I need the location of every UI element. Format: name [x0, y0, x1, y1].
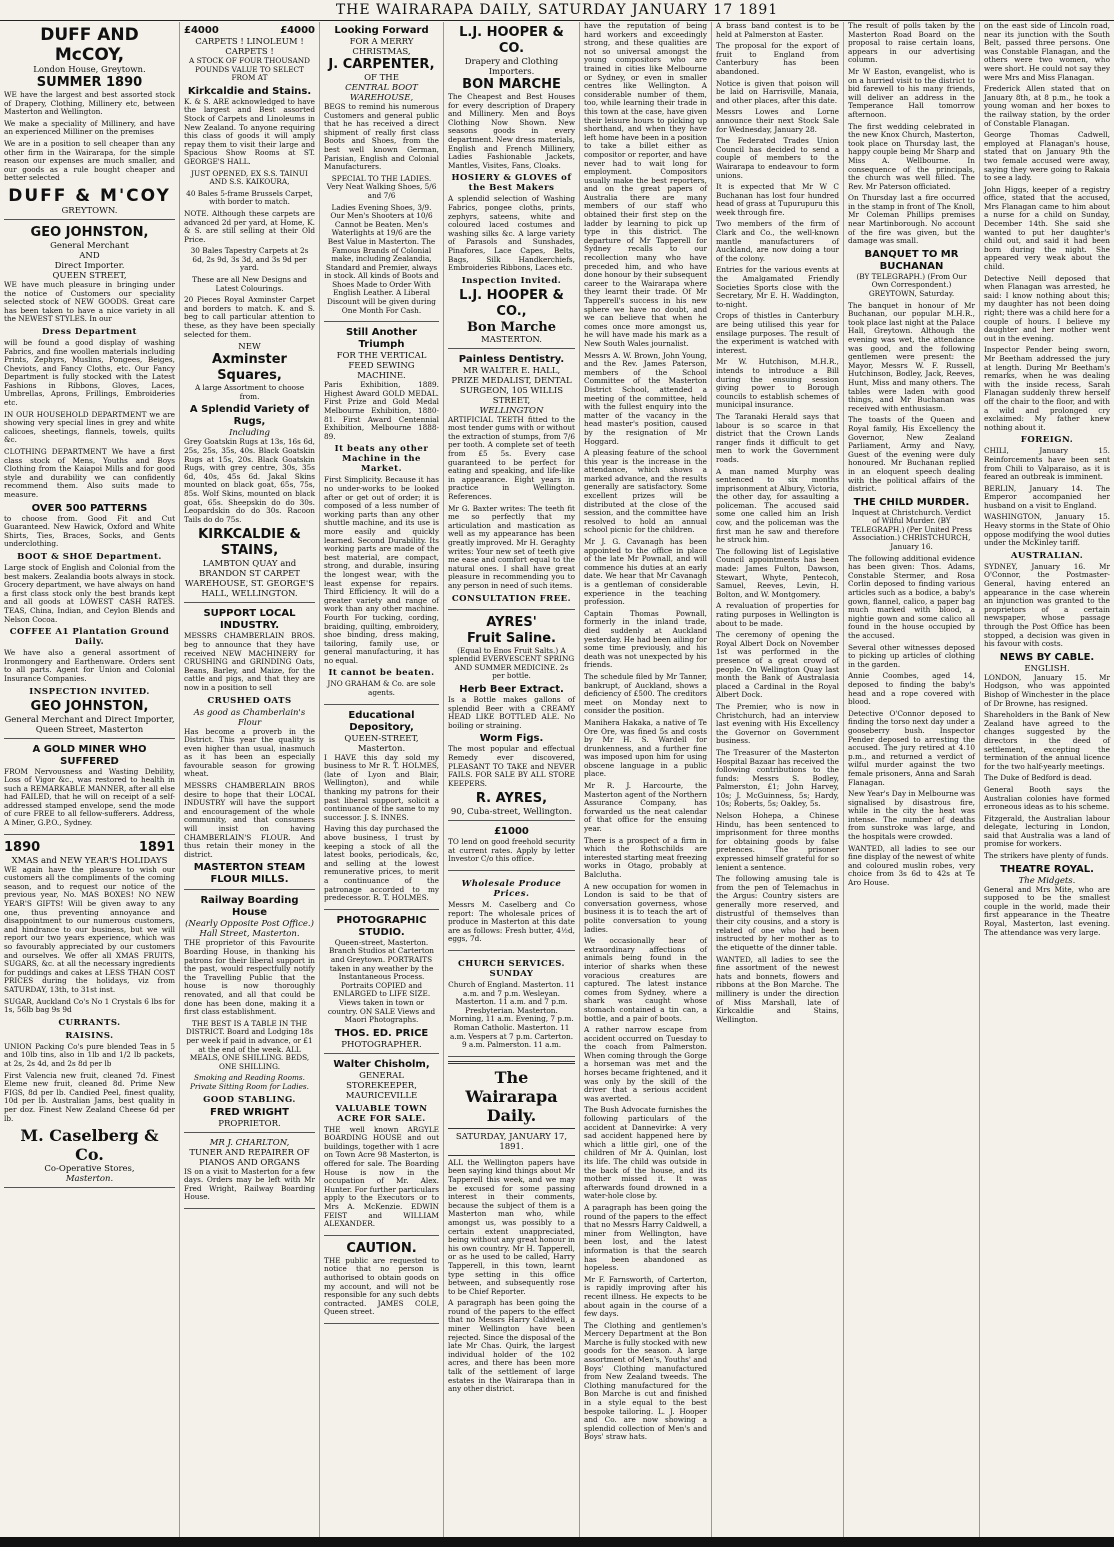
ad-subtitle: CENTRAL BOOT WAREHOUSE,	[345, 83, 418, 103]
article-paragraph: The banquet in honour of Mr Buchanan, our popular M.H.R., took place last night at the Palace Hall, Greytown. Although the evening was wet, the attendance was good, and the following gentlemen were present: the Mayor, Messrs W. F. Russell, Hutchinson, Bodley, Jack, Reeves, Hunt, Miss and many others. The tables were laden with good things, and Mr Buchanan was received with enthusiasm.	[848, 300, 975, 413]
article-paragraph: A new occupation for women in London is said to be that of conversation governess, whose business it is to teach the art of polite conversation to young ladies.	[584, 881, 707, 934]
article-paragraph: Notice is given that poison will be laid on Harrisville, Manaia, and other places, after this date.	[716, 78, 839, 105]
ad-chamberlain	[184, 605, 315, 890]
ad-subtitle: Including	[229, 428, 270, 439]
article-paragraph: Mr J. G. Cavanagh has been appointed to the office in place of the late Mr Pownall, and will commence his duties at an early date. We hear that Mr Cavanagh is a gentleman of considerable experience in the teaching profession.	[584, 537, 707, 607]
article-paragraph: The Federated Trades Union Council has decided to send a couple of members to the Wairarapa to endeavour to form unions.	[716, 136, 839, 180]
article-paragraph: The result of polls taken by the Masterton Road Board on the proposal to raise certain loans, appears in our advertising column.	[848, 22, 975, 65]
article-paragraph: Mr W. Hutchison, M.H.R., intends to introduce a Bill during the ensuing session giving power to Borough councils to establish schemes of municipal insurance.	[716, 357, 839, 410]
ad-footer: R. AYRES,	[475, 791, 548, 807]
section-heading: RAISINS.	[65, 1030, 114, 1041]
article-dateline: Inquest at Christchurch. Verdict of Wilful Murder. (BY TELEGRAPH.) (Per United Press Association.) CHRISTCHURCH, January 16.	[851, 507, 972, 552]
section-heading: Dress Department	[42, 326, 137, 337]
article-paragraph: Fitzgerald, the Australian labour delegate, lecturing in London, said that Australia was a land of promise for workers.	[984, 813, 1110, 849]
ad-town: Masterton.	[65, 1174, 114, 1185]
ad-town: MASTERTON.	[480, 334, 543, 345]
ad-title: SUPPORT LOCAL INDUSTRY.	[203, 608, 296, 632]
article-paragraph: LONDON, January 15. Mr Hodgson, who was appointed Bishop of Winchester in the place of Dr Browne, has resigned.	[984, 672, 1110, 708]
article-paragraph: Manihera Hakaka, a native of Te Ore Ore, was fined 5s and costs by Mr H. S. Wardell for drunkenness, and a further fine was imposed upon him for using obscene language in a public place.	[584, 717, 707, 779]
article-paragraph: A rather narrow escape from accident occurred on Tuesday to the coach from Palmerston. When coming through the Gorge a horseman was met and the horses became frightened, and it was only by the skill of the driver that a serious accident was averted.	[584, 1025, 707, 1103]
ad-caselberg	[4, 837, 175, 1188]
article-paragraph: Detective Neill deposed that when Flanagan was arrested, he said: I know nothing about this; my daughter has not been doing right; there was a child here for a couple of hours. I believe my daughter and her mother went out in the evening.	[984, 273, 1110, 343]
ad-subtitle: Direct Importer.	[54, 260, 125, 271]
ad-subtitle: PRIZE MEDALIST, DENTAL SURGEON, 105 WILLIS STREET,	[451, 375, 572, 406]
ad-footer: GEO JOHNSTON,	[30, 698, 149, 714]
ad-footer: Bon Marche	[467, 319, 556, 335]
ad-body: Grey Goatskin Rugs at 13s, 16s 6d, 25s, 25s, 35s, 40s. Black Goatskin Rugs at 15s, 20s. Black Goatskin Rugs, with grey centre, 30s, 35s 6d, 40s, 45s 6d. Jakal Skins mounted on black goat, 65s, 75s, 85s. Wolf Skins, mounted on black goat, 65s. Sheepskin do do 30s. Leopardskin do do 30s. Racoon Tails do do 75s.	[184, 437, 315, 524]
ad-subtitle: LAMBTON QUAY and BRANDON ST CARPET WAREHOUSE, ST. GEORGE'S HALL, WELLINGTON.	[184, 559, 315, 600]
section-heading: It beats any other Machine in the Market.	[334, 444, 429, 475]
ad-body: A splendid selection of Washing Fabrics, pongee cloths, prints, zephyrs, sateens, white and coloured laced costumes and washing silks &c. A large variety of Parasols and Sunshades, Pinafores, Lace Capes, Belts, Bags, Silk Handkerchiefs, Embroideries Ribbons, Laces etc.	[448, 194, 575, 273]
ad-footer: KIRKCALDIE & STAINS,	[198, 527, 301, 559]
ad-body: MESSRS CHAMBERLAIN BROS desire to hope that their LOCAL INDUSTRY will have the support and encouragement of the whole community, and that consumers will insist on having CHAMBERLAIN'S FLOUR. And thus retain their money in the district.	[184, 781, 315, 859]
article-paragraph: Entries for the various events at the Amalgamated Friendly Societies Sports close with the Secretary, Mr E. H. Waddington, to-night.	[716, 265, 839, 309]
article-paragraph: Mr R. J. Harcourte, the Masterton agent of the Northern Assurance Company, has forwarded us the neat calendar of that office for the ensuing year.	[584, 781, 707, 834]
section-heading: Wholesale Produce Prices.	[461, 879, 562, 900]
ad-body: IS on a visit to Masterton for a few days. Orders may be left with Mr Fred Wright, Railway Boarding House.	[184, 1166, 315, 1202]
article-heading: THE CHILD MURDER.	[853, 496, 970, 508]
article-paragraph: There is a prospect of a firm in which the Rothschilds are interested starting meat freezing works in Otago, probably at Balclutha.	[584, 835, 707, 879]
ad-title: Educational Depository,	[348, 709, 415, 733]
church-services	[448, 953, 575, 1057]
ad-body: We make a speciality of Millinery, and have an experienced Milliner on the premises	[4, 118, 175, 137]
ad-season: SUMMER 1890	[36, 75, 143, 90]
ad-subtitle: London House, Greytown.	[33, 65, 146, 75]
ad-hooper	[448, 22, 575, 349]
article-paragraph: Two members of the firm of Clark and Co., the well-known mantle manufacturers of Auckland, are now doing a tour of the colony.	[716, 219, 839, 263]
ad-body: A large Assortment to choose from.	[194, 383, 305, 401]
ad-educational-depository	[324, 707, 439, 910]
ad-body: Having this day purchased the above business, I trust by keeping a stock of all the latest books, periodicals, &c, and selling at the lowest remunerative prices, to merit a continuance of the patronage accorded to my predecessor. R. T. HOLMES.	[324, 824, 439, 903]
article-paragraph: The Taranaki Herald says that labour is so scarce in that district that the Crown Lands ranger finds it difficult to get men to work the Government roads.	[716, 411, 839, 464]
page-bottom-edge	[0, 1537, 1114, 1547]
section-heading: Inspection Invited.	[461, 275, 562, 286]
column-8	[980, 22, 1114, 1537]
column-1	[0, 22, 180, 1537]
article-paragraph: Inspector Pender being sworn, Mr Beetham addressed the jury at length. During Mr Beetham's remarks, when he was dealing with the inside recess, Sarah Flanagan suddenly threw herself off the chair to the floor, and with a wild and prolonged cry exclaimed: My father knew nothing about it.	[984, 345, 1110, 432]
ad-body: I HAVE this day sold my business to Mr R. T. HOLMES, (late of Lyon and Blair, Wellington), and while thanking my patrons for their past liberal support, solicit a continuance of the same to my successor. J. S. INNES.	[324, 752, 439, 822]
ad-body: A STOCK OF FOUR THOUSAND POUNDS VALUE TO SELECT FROM AT	[188, 56, 311, 83]
ad-town: WELLINGTON	[479, 405, 544, 416]
article-paragraph: The first wedding celebrated in the new Knox Church, Masterton, took place on Thursday last, the happy couple being Mr Sharp and Miss A. Wellbourne. In consequence of the principals, the church was well filled. The Rev. Mr Paterson officiated.	[848, 121, 975, 191]
ad-body: WE again have the pleasure to wish our customers all the compliments of the coming season, and to request our notice of the previous year, No. MAS BOXES! NO NEW YEAR'S GIFTS! Will be given away to any one, thus preventing annoyance and disappointment to our numerous customers, and hindrance to our business, but we will report our two years experience, which was so favourably appreciated by our customers and ourselves. We offer all XMAS FRUITS, SUGARS, &c. at all the necessary ingredients for puddings and cakes at LESS THAN COST PRICES during the holidays, viz from SATURDAY, 13th, to 31st inst.	[4, 864, 175, 994]
article-paragraph: on the east side of Lincoln road, near its junction with the South Belt, passed three persons. One was Constable Flanagan, and the others were two women, who were short. He could not say they were Mrs and Miss Flanagan.	[984, 22, 1110, 82]
ad-body: CLOTHING DEPARTMENT We have a first class stock of Mens, Youths and Boys Clothing from the Kaiapoi Mills and for good style and durability we can confidently recommend them. Also suits made to measure.	[4, 447, 175, 499]
ad-body: SPECIAL TO THE LADIES. Very Neat Walking Shoes, 5/6 and 7/6	[326, 173, 437, 200]
article-heading: THEATRE ROYAL.	[1000, 863, 1094, 875]
article-paragraph: Nelson Hohepa, a Chinese Hindu, has been sentenced to imprisonment for three months for obtaining goods by false pretences. The prisoner expressed himself grateful for so lenient a sentence.	[716, 811, 839, 872]
ad-body: WE have the largest and best assorted stock of Drapery, Clothing, Millinery etc, between Masterton and Wellington.	[4, 90, 175, 117]
column-7	[844, 22, 980, 1537]
editorial	[448, 1061, 575, 1394]
column-4	[444, 22, 580, 1537]
ad-body: Is a Bottle makes gallons of splendid Beer with a CREAMY HEAD LIKE BOTTLED ALE. No boiling or straining.	[448, 694, 575, 730]
ad-title: DUFF AND McCOY,	[40, 25, 139, 65]
article-paragraph: SYDNEY, January 16. Mr O'Connor, the Postmaster-General, having entered an appearance in the case wherein an injunction was granted to the proprietors of a certain newspaper, whose passage through the Post Office has been stopped, a decision was given in his favour with costs.	[984, 561, 1110, 649]
ad-title: L.J. HOOPER & CO.	[459, 25, 564, 56]
ad-body: We are in a position to sell cheaper than any other firm in the Wairarapa, for the simple reason our expenses are much smaller, and our goods as a rule bought cheaper and better selected	[4, 138, 175, 183]
article-subheading: The Midgets.	[1018, 875, 1076, 886]
article-heading: FOREIGN.	[1020, 435, 1074, 446]
article-paragraph: Annie Coombes, aged 14, deposed to finding the baby's head and a rope covered with blood.	[848, 671, 975, 707]
article-paragraph: The Bush Advocate furnishes the following particulars of the accident at Dannevirke: A very sad accident happened here by which a little girl, one of the children of Mr A. Quinlan, lost its life. The child was outside in the back of the house, and its mother missed it. It was afterwards found drowned in a water-hole close by.	[584, 1105, 707, 1201]
ad-body: First Simplicity. Because it has no under-works to be looked after or get out of order; it is composed of a less number of working parts than any other shuttle machine, and its use is more easily and quickly learned. Second Durability. Its working parts are made of the best material, are compact, strong, and durable, insuring the longest wear, with the least expense for repairs. Third Efficiency. It will do a greater variety and range of work than any other machine. Fourth For tucking, cording, braiding, quilting, embroidery, shoe binding, dress making, tailoring, family use, or general manufacturing, it has no equal.	[324, 475, 439, 665]
ad-title: CAUTION.	[346, 1240, 417, 1256]
ad-title: Railway Boarding House	[200, 895, 299, 919]
ad-patterns: OVER 500 PATTERNS	[31, 502, 148, 514]
article-paragraph: The Treasurer of the Masterton Hospital Bazaar has received the following contributions to the funds: Messrs S. Bodley, Palmerston, £1; John Harvey, 10s; J. McGuinness, 5s; Hardy, 10s; Roberts, 5s; Oakley, 5s.	[716, 747, 839, 809]
ad-subtitle: NEW	[238, 342, 261, 353]
ad-footer: DUFF & M'COY	[8, 185, 171, 206]
price-right: £4000	[280, 25, 315, 36]
ad-title: A Splendid Variety of Rugs,	[189, 404, 310, 428]
ad-body: SUGAR, Auckland Co's No 1 Crystals 6 lbs for 1s, 56lb bag 9s 9d	[4, 996, 175, 1015]
article-heading: BANQUET TO MR BUCHANAN	[864, 248, 959, 272]
ad-name: MR WALTER E. HALL,	[462, 365, 561, 376]
ad-body: JUST OPENED, EX S.S. TAINUI AND S.S. KAIKOURA,	[191, 168, 308, 187]
ad-carpenter	[324, 22, 439, 322]
ad-title: GEO JOHNSTON,	[30, 224, 149, 240]
article-body: Church of England. Masterton. 11 a.m. and 7 p.m. Wesleyan. Masterton. 11 a.m. and 7 p.m. Presbyterian. Masterton. Morning, 11 a.m. Evening, 7 p.m. Roman Catholic. Masterton. 11 a.m. Vespers at 7 p.m. Carterton. 9 a.m. Palmerston. 11 a.m.	[448, 980, 575, 1050]
article-paragraph: Several other witnesses deposed to picking up articles of clothing in the garden.	[848, 642, 975, 669]
ad-kirkcaldie-carpets	[184, 22, 315, 603]
ad-body: 40 Bales 5-frame Brussels Carpet, with border to match.	[186, 188, 313, 207]
article-paragraph: Mr F. Farnsworth, of Carterton, is rapidly improving after his recent illness. He expects to be about again in the course of a few days.	[584, 1274, 707, 1319]
ad-subtitle: AND	[79, 250, 100, 261]
column-3	[320, 22, 444, 1537]
ad-worm: Worm Figs.	[479, 733, 544, 745]
ad-subtitle: OF THE	[364, 73, 399, 83]
column-2	[180, 22, 320, 1537]
article-paragraph: General and Mrs Mite, who are supposed to be the smallest couple in the world, made their first appearance in the Theatre Royal, Masterton, last evening. The attendance was very large.	[984, 884, 1110, 937]
article-paragraph: New Year's Day in Melbourne was signalised by disastrous fire, while in the city the heat was intense. The number of deaths from sunstroke was large, and the hospitals were crowded.	[848, 789, 975, 842]
ad-body: Paris Exhibition, 1889. Highest Award GOLD MEDAL. First Prize and Gold Medal Melbourne Exhibition, 1880-81. First Award Centennial Exhibition, Melbourne 1888-89.	[324, 380, 439, 441]
article-paragraph: John Higgs, keeper of a registry office, stated that the accused, Mrs Flanagan came to him about a nurse for a child on Sunday, December 14th. She said she wanted to put her daughter's child out, and said it had been born during the night. She appeared very weak about the child.	[984, 184, 1110, 272]
section-heading: VALUABLE TOWN ACRE FOR SALE.	[335, 1103, 428, 1124]
section-heading: CRUSHED OATS	[207, 695, 292, 706]
ad-railway-boarding	[184, 892, 315, 1132]
ad-herb: Herb Beer Extract.	[459, 683, 564, 695]
ad-body: Large stock of English and Colonial from the best makers. Zealandia boots always in stock. Grocery department, we have always on hand a first class stock only the best brands kept and all goods at LOWEST CASH RATES. TEAS, China, Indian, and Ceylon Blends and Nelson Cocoa.	[4, 562, 175, 624]
article-paragraph: Mr W Easton, evangelist, who is on a hurried visit to the district to bid farewell to his many friends, will deliver an address in the Temperance Hall tomorrow afternoon.	[848, 66, 975, 119]
produce-prices	[448, 873, 575, 951]
ad-subtitle: Drapery and Clothing Importers.	[464, 57, 559, 77]
ad-title: Looking Forward	[334, 25, 429, 36]
article-paragraph: Messrs Lowes and Lorne announce their next Stock Sale for Wednesday, January 28.	[716, 107, 839, 134]
editorial-date: SATURDAY, JANUARY 17, 1891.	[455, 1131, 568, 1152]
article-paragraph: General Booth says the Australian colonies have formed erroneous ideas as to his scheme.	[984, 784, 1110, 812]
ad-body: (Equal to Enos Fruit Salts.) A splendid EVERVESCENT SPRING AND SUMMER MEDICINE. 2s per bottle.	[448, 645, 575, 681]
article-body: A paragraph has been going the round of the papers to the effect that no Messrs Harry Caldwell, a miner Wellington have been rejected. Since the disposal of the late Mr Chas. Quirk, the largest individual holder of the 102 acres, and there has been more talk of the settlement of large estates in the Wairarapa than in any other district.	[448, 1298, 575, 1394]
ad-subtitle: Fruit Saline.	[467, 630, 556, 646]
ad-subtitle: General Merchant and Direct Importer,	[4, 714, 175, 725]
ad-body: THE BEST IS A TABLE IN THE DISTRICT. Board and Lodging 18s per week if paid in advance, or £1 at the end of the week. ALL MEALS, ONE SHILLING. BEDS, ONE SHILLING.	[185, 1018, 314, 1071]
article-paragraph: The Premier, who is now in Christchurch, had an interview last evening with His Excellency the Governor on Government business.	[716, 701, 839, 746]
ad-chisholm	[324, 1056, 439, 1236]
ad-street: Queen Street, Masterton	[35, 724, 144, 735]
ad-body: TO lend on good freehold security at current rates. Apply by letter Investor C/o this office.	[448, 837, 575, 864]
ad-body: 30 Bales Tapestry Carpets at 2s 6d, 2s 9d, 3s 3d, and 3s 9d per yard.	[190, 246, 309, 273]
column-6	[712, 22, 844, 1537]
ad-title: A GOLD MINER WHO SUFFERED	[32, 743, 147, 767]
ad-title: PHOTOGRAPHIC STUDIO.	[336, 914, 427, 938]
ad-body: THE proprietor of this Favourite Boarding House, in thanking his patrons for their liberal support in the past, would respectfully notify the Travelling Public that the house is now thoroughly renovated, and all that could be done has been done, making it a first class establishment.	[184, 938, 315, 1017]
ad-title: AYRES'	[486, 614, 537, 630]
article-paragraph: have the reputation of being hard workers and exceedingly strong, and these qualities are not so universal amongst the young compositors who are trained in cities like Melbourne or Sydney, or even in smaller centres like Wellington. A considerable number of them, too, while learning their trade in this town at the case, have given their leisure hours to picking up shorthand, and when they have left home have been in a position to take a billet either as compositor or reporter, and have never had to wait long for employment. Compositors usually make the best reporters, and on the great papers of Australia there are many members of our staff who obtained their first step on the ladder by learning to pick up type in this district. The departure of Mr Tapperell for Sydney recalls to our recollection many who have preceded him, and who have done honour by their subsequent career to the Wairarapa where they learnt their trade. Of Mr Tapperell's success in his new sphere we have no doubt, and we can believe that when he comes once more amongst us, he will have made his mark as a New South Wales journalist.	[584, 22, 707, 348]
article-paragraph: WASHINGTON, January 15. Heavy storms in the State of Ohio oppose modifying the wool duties under the McKinley tariff.	[984, 512, 1110, 548]
article-paragraph: The following list of Legislative Council appointments has been made: James Fulton, Dawson, Stewart, Whyte, Pentecoh, Samuel, Reeves, Levin, H. Bolton, and W. Montgomery.	[716, 546, 839, 599]
ad-title: £1000	[494, 826, 529, 838]
ad-footer: M. Caselberg & Co.	[20, 1126, 159, 1165]
ad-body: Has become a proverb in the District. This year the quality is even higher than usual, inasmuch as it has been an especially favourable season for growing wheat.	[184, 726, 315, 779]
article-paragraph: A man named Murphy was sentenced to six months imprisonment at Albury, Victoria, the other day, for assaulting a policeman. The accused said some one called him an Irish cow, and the policeman was the first man he saw and therefore he struck him.	[716, 466, 840, 545]
article-heading: NEWS BY CABLE.	[999, 651, 1095, 663]
ad-body: K. & S. ARE acknowledged to have the largest and Best assorted Stock of Carpets and Linoleums in New Zealand. To anyone requiring this class of goods it will amply repay them to visit their large and Spacious Show Rooms at ST. GEORGE'S HALL.	[184, 96, 315, 166]
column-5	[580, 22, 712, 1537]
ad-dentistry	[448, 351, 575, 610]
article-paragraph: BERLIN, January 14. The Emperor accompanied her husband on a visit to England.	[984, 483, 1110, 510]
ad-subtitle: CARPETS ! LINOLEUM ! CARPETS !	[195, 37, 304, 57]
ad-body: We have also a general assortment of Ironmongery and Earthenware. Orders sent to all parts. Agent for Union and Colonial Insurance Companies.	[4, 648, 175, 683]
article-paragraph: The following additional evidence has been given: Thos. Adams, Constable Stermer, and Rosa Corlin deposed to finding various articles such as a bodice, a baby's gown, flannel, calico, a paper bag much marked with blood, a nightie gown and some calico all found in the house occupied by the accused.	[848, 553, 975, 640]
ad-street: QUEEN STREET,	[52, 270, 127, 281]
ad-body: First Valencia new fruit, cleaned 7d. Finest Eleme new fruit, cleaned 8d. Prime New FIGS, 8d per lb. Candied Peel, finest quality, 10d per lb. Australian Jams, best quality in per doz. Finest New Zealand Cheese 6d per lb.	[4, 1070, 175, 1123]
ad-body: BEGS to remind his numerous Customers and general public that he has received a direct shipment of really first class Boots and Shoes, from the best well known German, Parisian, English and Colonial Manufacturers.	[324, 102, 439, 172]
ad-body: 20 Pieces Royal Axminster Carpet and borders to match. K. and S. beg to call particular attention to these, as they have been specially selected for them.	[184, 295, 315, 339]
ad-body: UNION Packing Co's pure blended Teas in 5 and 10lb tins, also in 1lb and 1/2 lb packets, at 2s, 2s 4d, and 2s 8d per lb	[4, 1041, 175, 1068]
ad-subtitle: FOR THE VERTICAL FEED SEWING MACHINE.	[336, 351, 427, 382]
article-paragraph: The Duke of Bedford is dead.	[984, 773, 1092, 783]
article-paragraph: We occasionally hear of extraordinary affections of animals being found in the interior of sharks when these voracious creatures are captured. The latest instance comes from Sydney, where a shark was caught whose stomach contained a tin can, a bottle, and a pair of boots.	[584, 936, 707, 1023]
ad-footer: L.J. HOOPER & CO.,	[459, 287, 564, 319]
year-left: 1890	[4, 839, 41, 855]
ad-quote: As good as Chamberlain's Flour	[193, 707, 306, 728]
ad-title: Kirkcaldie and Stains.	[187, 85, 312, 97]
article-paragraph: A pleasing feature of the school this year is the increase in the attendance, which shows a marked advance, and the results generally are satisfactory. Some excellent prizes will be distributed at the close of the session, and the committee have resolved to hold an annual school picnic for the children.	[584, 448, 707, 535]
ad-footer: MASTERTON STEAM FLOUR MILLS.	[193, 862, 306, 886]
ad-name: J. CARPENTER,	[328, 57, 435, 72]
ad-body: THE well known ARGYLE BOARDING HOUSE and out buildings, together with 1 acre on Town Acre 98 Masterton, is offered for sale. The Boarding House is now in the occupation of Mr. Alex. Hunter. For further particulars apply to the Executors or to Mrs A. McKenzie. EDWIN FEIST and WILLIAM ALEXANDER.	[324, 1124, 439, 1229]
article-paragraph: Shareholders in the Bank of New Zealand have agreed to the changes suggested by the directors in the deed of settlement, excepting the termination of the annual licence for the two half-yearly meetings.	[984, 710, 1110, 771]
price-row	[184, 25, 315, 37]
ad-town: GREYTOWN.	[61, 205, 118, 216]
article-paragraph: WANTED, all ladies to see our fine display of the newest of white and coloured muslin robes, very choice from 3s 6d to 42s at Te Aro House.	[848, 843, 975, 888]
ad-subtitle: QUEEN-STREET, Masterton.	[344, 733, 419, 754]
article-paragraph: A brass band contest is to be held at Palmerston at Easter.	[716, 22, 839, 39]
section-heading: HOSIERY & GLOVES of the Best Makers	[451, 173, 572, 194]
ad-caution	[324, 1238, 439, 1324]
ad-subtitle: (Nearly Opposite Post Office.) Hall Street, Masterton.	[185, 919, 314, 940]
ad-geo-johnston	[4, 222, 175, 739]
article-paragraph: The strikers have plenty of funds.	[984, 851, 1109, 861]
section-heading: BOOT & SHOE Department.	[17, 551, 162, 562]
ad-ayres	[448, 612, 575, 822]
ad-loan	[448, 823, 575, 871]
article-paragraph: The proposal for the export of fruit to England from Canterbury has been abandoned.	[716, 41, 839, 76]
article-paragraph: Messrs A. W. Brown, John Young, and the Rev. James Paterson, members of the School Committee of the Masterton District School, attended a meeting of the committee, held with the fullest enquiry into the matter of the vacancy in the head master's position, caused by the resignation of Mr Hoggard.	[584, 350, 707, 446]
article-paragraph: The Clothing and gentlemen's Mercery Department at the Bon Marche is fully stocked with new goods for the season. A large assortment of Men's, Youths' and Boys' Clothing manufactured from New Zealand tweeds. The Clothing manufactured for the Bon Marche is cut and finished in a style equal to the best bespoke tailoring. L. J. Hooper and Co. are now showing a splendid collection of Men's and Boys' straw hats.	[584, 1320, 707, 1442]
ad-body: Queen-street, Masterton. Branch Studios at Carterton and Greytown. PORTRAITS taken in any weather by the Instantaneous Process. Portraits COPIED and ENLARGED to LIFE SIZE. Views taken in town or country. ON SALE Views and Maori Photographs.	[327, 937, 436, 1025]
ad-body: will be found a good display of washing Fabrics, and fine woollen materials including Prints, Zephyrs, Muslins, Pongees, Beiges, Cheviots, and Fancy Cloths, etc. Our Fancy Department is fully stocked with the Latest Fashions in Ribbons, Gloves, Laces, Umbrellas, Aprons, Frillings, Embroideries etc.	[4, 337, 175, 408]
ad-duff-mccoy	[4, 22, 175, 220]
ad-subtitle: PHOTOGRAPHER.	[341, 1039, 422, 1050]
article-subheading: ENGLISH.	[1024, 663, 1070, 674]
ad-gold-miner	[4, 741, 175, 835]
section-heading: INSPECTION INVITED.	[29, 686, 150, 697]
ad-body: to choose from. Good Fit and Cut Guaranteed. New Hawick, Oxford and White Shirts, Ties, Braces, Socks, and Gents underclothing.	[4, 513, 175, 549]
article-paragraph: The ceremony of opening the Royal Albert Dock on November 1st was performed in the presence of a great crowd of people. On Wellington Quay last month the Bank of Australasia placed a Cardinal in the Royal Albert Dock.	[716, 630, 839, 700]
article-paragraph: George Thomas Cadwell, employed at Flanagan's house, stated that on January 9th the two female accused were away, saying they were going to Rakaia to see a lady.	[984, 130, 1110, 183]
ad-body: The Cheapest and Best Houses for every description of Drapery and Millinery. Men and Boys Clothing Now Shown. New seasons goods in every department. New dress materials, English and French Millinery, Ladies Fashionable Jackets, Mantles, Visites, Fans, Cloaks.	[448, 92, 575, 170]
article-paragraph: The toasts of the Queen and Royal family, His Excellency the Governor, New Zealand Parliament, Army and Navy, Guest of the evening were duly honoured. Mr Buchanan replied in an eloquent speech dealing with the political affairs of the district.	[848, 415, 975, 494]
ad-body: Ladies Evening Shoes, 3/9. Our Men's Shooters at 10/6 Cannot be Beaten. Men's Waterlights at 19/6 are the Best Value in Masterton. The Famous Brands of Colonial make, including Zealandia, Standard and Premier, always in stock. All kinds of Boots and Shoes Made to Order With English Leather. A Liberal Discount will be given during One Month For Cash.	[324, 202, 439, 315]
article-paragraph: A revaluation of properties for rating purposes in Wellington is about to be made.	[716, 601, 839, 628]
article-paragraph: Crops of thistles in Canterbury are being utilised this year for ensilage purposes. The result of the experiment is watched with interest.	[716, 311, 839, 355]
ad-subtitle: PROPRIETOR.	[218, 1118, 281, 1129]
ad-body: The most popular and effectual Remedy ever discovered, PLEASANT TO TAKE and NEVER FAILS. FOR SALE BY ALL STORE KEEPERS.	[448, 744, 575, 788]
ad-title: Axminster Squares,	[212, 352, 287, 384]
section-heading: It cannot be beaten.	[328, 668, 435, 679]
article-paragraph: Detective O'Connor deposed to finding the torso next day under a gooseberry bush. Inspector Pender deposed to arresting the accused. The jury retired at 4.10 p.m., and returned a verdict of wilful murder against the two female prisoners, Anna and Sarah Flanagan.	[848, 708, 975, 787]
ad-body: FROM Nervousness and Wasting Debility, Loss of Vigor &c., was restored to health in such a REMARKABLE MANNER, after all else had FAILED, that he will on receipt of a self-addressed stamped envelope, send the mode of cure FREE to all fellow-sufferers. Address, A Miner, G.P.O., Sydney.	[4, 766, 175, 828]
ad-body: NOTE. Although these carpets are advanced 2d per yard, at Home, K. & S. are still selling at their Old Price.	[184, 208, 315, 244]
ad-body: JNO GRAHAM & Co. are sole agents.	[327, 679, 436, 698]
article-paragraph: The schedule filed by Mr Tanner, bankrupt, of Auckland, shows a deficiency of £500. The creditors meet on Monday next to consider the position.	[584, 671, 707, 716]
section-heading: CHURCH SERVICES. SUNDAY	[457, 959, 566, 980]
ad-title: Painless Dentistry.	[458, 353, 565, 365]
ad-body: These are all New Designs and Latest Colourings.	[192, 275, 307, 293]
ad-address: 90, Cuba-street, Wellington.	[450, 807, 573, 818]
article-paragraph: Frederick Allen stated that on January 8th, at 8 p.m., he took a young woman and her boxes to the railway station, by the order of Constable Flanagan.	[984, 84, 1110, 128]
newspaper-title: The Wairarapa Daily.	[465, 1067, 558, 1125]
ad-photographic	[324, 912, 439, 1054]
ad-subtitle: TUNER AND REPAIRER OF PIANOS AND ORGANS	[189, 1147, 310, 1168]
ad-subtitle: General Merchant	[50, 240, 129, 251]
ad-body: Smoking and Reading Rooms. Private Sitting Room for Ladies.	[190, 1073, 309, 1091]
ad-footer: FRED WRIGHT	[210, 1106, 289, 1118]
ad-body: WE have much pleasure in bringing under the notice of Customers our speciality selected stock of NEW GOODS. Great care has been taken to have a nice variety in all the NEWEST STYLES. In our	[4, 279, 175, 324]
ad-body: IN OUR HOUSEHOLD DEPARTMENT we are showing very special lines in grey and white calicoes, sheetings, flannels, towels, quilts &c.	[4, 409, 175, 445]
ad-subtitle: GENERAL STOREKEEPER, MAURICEVILLE	[345, 1070, 418, 1101]
masthead: THE WAIRARAPA DAILY, SATURDAY JANUARY 17 1891	[0, 0, 1114, 21]
article-paragraph: A paragraph has been going the round of the papers to the effect that no Messrs Harry Caldwell, a miner from Wellington, have been lost, and the latest information is that the search has been abandoned as hopeless.	[584, 1202, 707, 1273]
section-heading: CURRANTS.	[58, 1017, 121, 1028]
article-paragraph: CHILI, January 15. Reinforcements have been sent from Chili to Valparaiso, as it is feared an outbreak is imminent.	[984, 446, 1110, 482]
ad-body: Mr G. Baxter writes: The teeth fit me so perfectly that my articulation and mastication as well as my appearance has been greatly improved. Mr H. Geraghty writes: Your new set of teeth give me ease and comfort equal to the natural ones. I shall have great pleasure in recommending you to any person in need of such items.	[448, 503, 575, 590]
ad-sewing-machine	[324, 324, 439, 704]
article-paragraph: On Thursday last a fire occurred in the stamp in front of The Knoll, Mr Coleman Phillips premises near Martinborough. No account of the fire was given, but the damage was small.	[848, 193, 975, 246]
article-heading: AUSTRALIAN.	[1010, 550, 1084, 561]
ad-years	[4, 840, 175, 856]
article-body: ALL the Wellington papers have been saying kind things about Mr Tapperell this week, and we may be excused for some passing interest in their comments, because the subject of them is a Masterton man who, while amongst us, was possibly to a certain extent unappreciated, being without any great honour in his own country. Mr H. Tapperell, or as he used to be called, Harry Tapperell, in this town, learnt type setting in this office between, and subsequently rose to be Chief Reporter.	[448, 1157, 575, 1296]
year-right: 1891	[138, 839, 175, 855]
ad-body: ARTIFICIAL TEETH fitted to the most tender gums with or without the extraction of stumps, from 7/6 per tooth. A complete set of teeth from £5 5s. Every case guaranteed to be perfect for eating and speaking, and life-like in appearance. Eight years in practice in Wellington. References.	[448, 414, 575, 502]
ad-title: Walter Chisholm,	[333, 1058, 430, 1070]
section-heading: CONSULTATION FREE.	[451, 593, 572, 604]
ad-body: MESSRS CHAMBERLAIN BROS. beg to announce that they have received NEW MACHINERY for CRUSHING and GRINDING Oats, Beans, Barley, and Maize, for the cattle and pigs, and that they are now in a position to sell	[184, 631, 315, 692]
article-dateline: (BY TELEGRAPH.) (From Our Own Correspondent.) GREYTOWN, Saturday.	[856, 271, 967, 299]
article-body: Messrs M. Caselberg and Co report: The wholesale prices of produce in Masterton at this date are as follows: Fresh butter, 4½d, eggs, 7d.	[448, 900, 575, 944]
article-paragraph: Captain Thomas Pownall, formerly in the inland trade, died suddenly at Auckland yesterday. He had been ailing for some time previously, and his death was not unexpected by his friends.	[584, 608, 707, 670]
ad-title: Still Another Triumph	[345, 327, 418, 351]
price-left: £4000	[184, 25, 219, 36]
ad-footer: THOS. ED. PRICE	[334, 1027, 429, 1039]
ad-subtitle: Co-Operative Stores,	[44, 1164, 135, 1175]
ad-bon-marche: BON MARCHE	[462, 77, 561, 92]
article-paragraph: The following amusing tale is from the pen of Telemachus in the Argus: Country sisters are generally more reserved, and distrustful of themselves than their city cousins, and a story is related of one who had been instructed by her mother as to the etiquette of the dinner table.	[716, 874, 839, 952]
article-paragraph: It is expected that Mr W C Buchanan has lost four hundred head of grass at Tupurupuru this week through fire.	[716, 182, 839, 217]
ad-body: THE public are requested to notice that no person is authorised to obtain goods on my account, and will not be responsible for any such debts contracted. JAMES COLE, Queen street.	[324, 1255, 439, 1317]
section-heading: GOOD STABLING.	[203, 1094, 296, 1105]
section-heading: COFFEE A1 Plantation Ground Daily.	[9, 627, 170, 648]
ad-charlton	[184, 1135, 315, 1209]
ad-subtitle: FOR A MERRY CHRISTMAS,	[349, 37, 414, 57]
article-paragraph: WANTED, all ladies to see the fine assortment of the newest hats and bonnets, flowers and ribbons at the Bon Marche. The millinery is under the direction of Miss Marshall, late of Kirkcaldie and Stains, Wellington.	[716, 954, 839, 1024]
ad-title: MR J. CHARLTON,	[209, 1137, 290, 1148]
ad-subtitle: XMAS and NEW YEAR'S HOLIDAYS	[11, 855, 168, 866]
